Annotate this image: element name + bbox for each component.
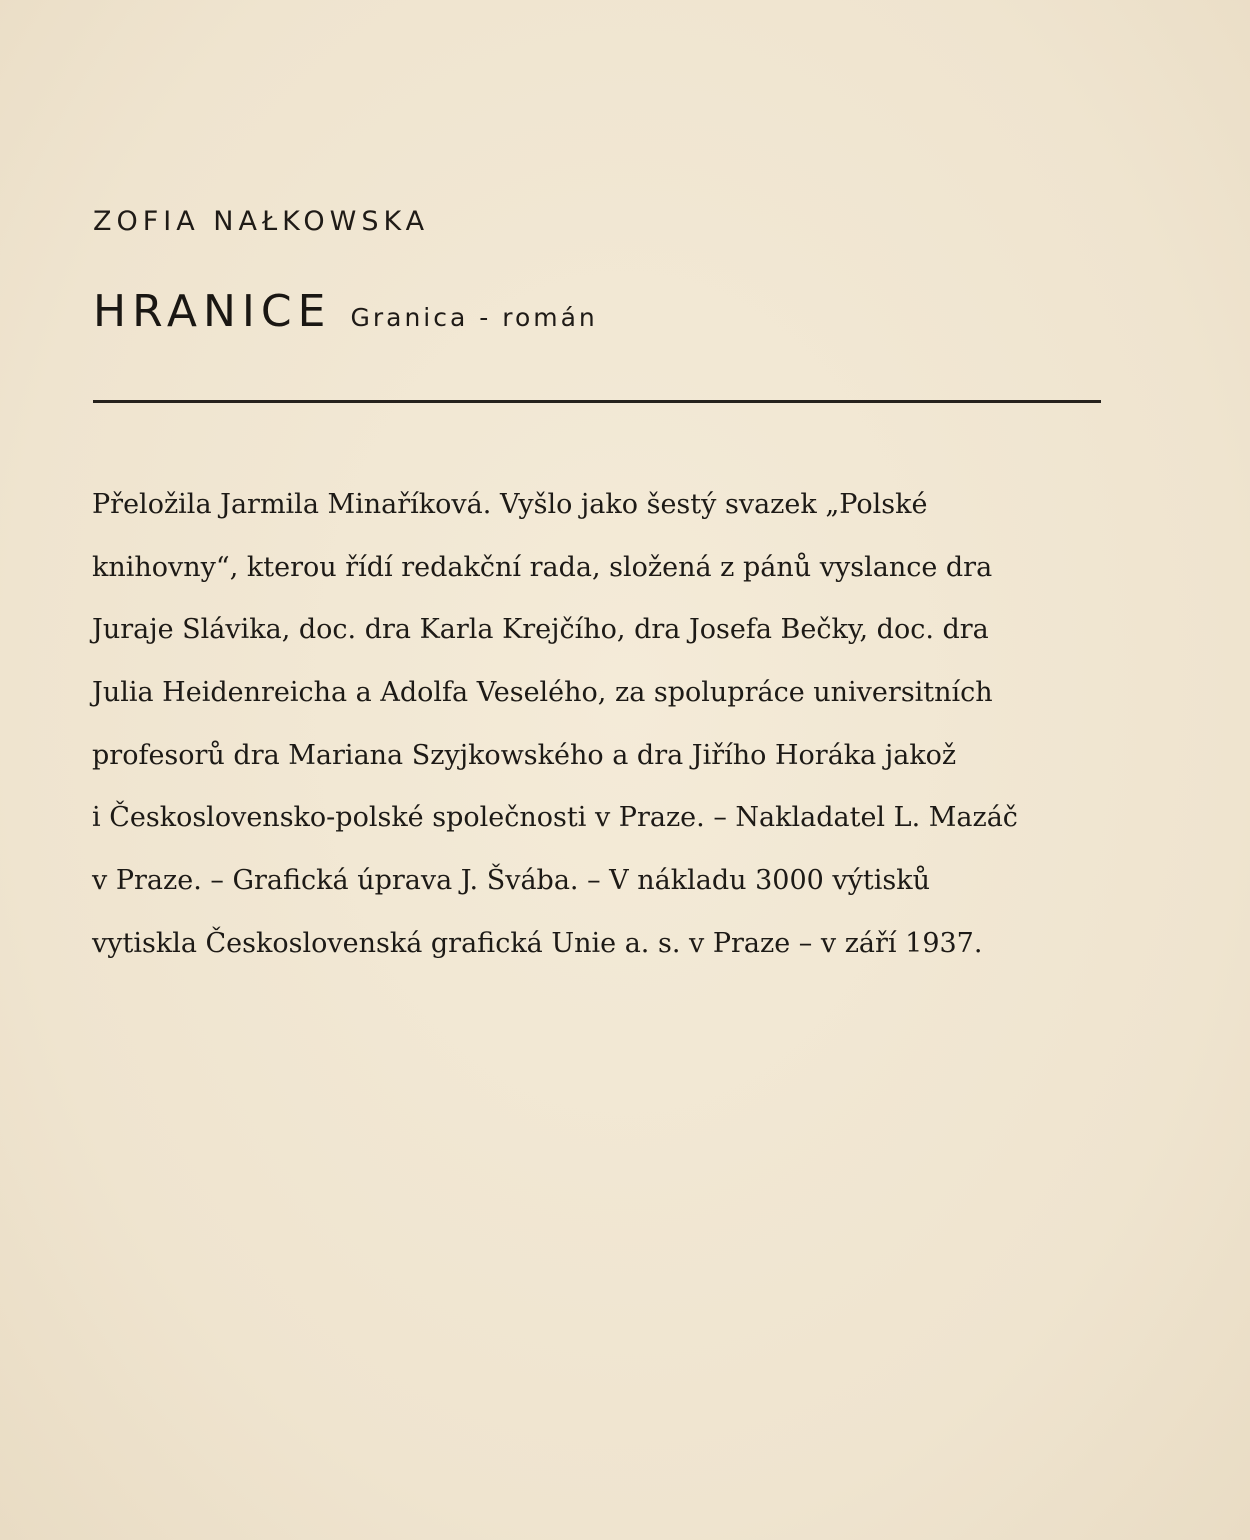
colophon-line: knihovny“, kterou řídí redakční rada, složená z pánů vyslance dra xyxy=(92,551,993,583)
title-block xyxy=(93,286,598,337)
colophon-line: v Praze. – Grafická úprava J. Švába. – V nákladu 3000 výtisků xyxy=(92,865,930,897)
book-title: HRANICE xyxy=(93,286,332,337)
book-subtitle: Granica - román xyxy=(350,303,598,332)
colophon-line: Přeložila Jarmila Minaříková. Vyšlo jako šestý svazek „Polské xyxy=(92,489,928,520)
colophon-text xyxy=(92,474,1102,976)
divider-rule xyxy=(93,400,1101,403)
author-name: ZOFIA NAŁKOWSKA xyxy=(93,206,430,237)
colophon-line: Juraje Slávika, doc. dra Karla Krejčího, dra Josefa Bečky, doc. dra xyxy=(92,614,989,646)
colophon-line: vytiskla Československá grafická Unie a. s. v Praze – v září 1937. xyxy=(92,927,983,959)
colophon-line: Julia Heidenreicha a Adolfa Veselého, za spolupráce universitních xyxy=(92,677,993,709)
colophon-line: profesorů dra Mariana Szyjkowského a dra Jiřího Horáka jakož xyxy=(92,739,957,771)
colophon-line: i Československo-polské společnosti v Praze. – Nakladatel L. Mazáč xyxy=(92,802,1018,834)
